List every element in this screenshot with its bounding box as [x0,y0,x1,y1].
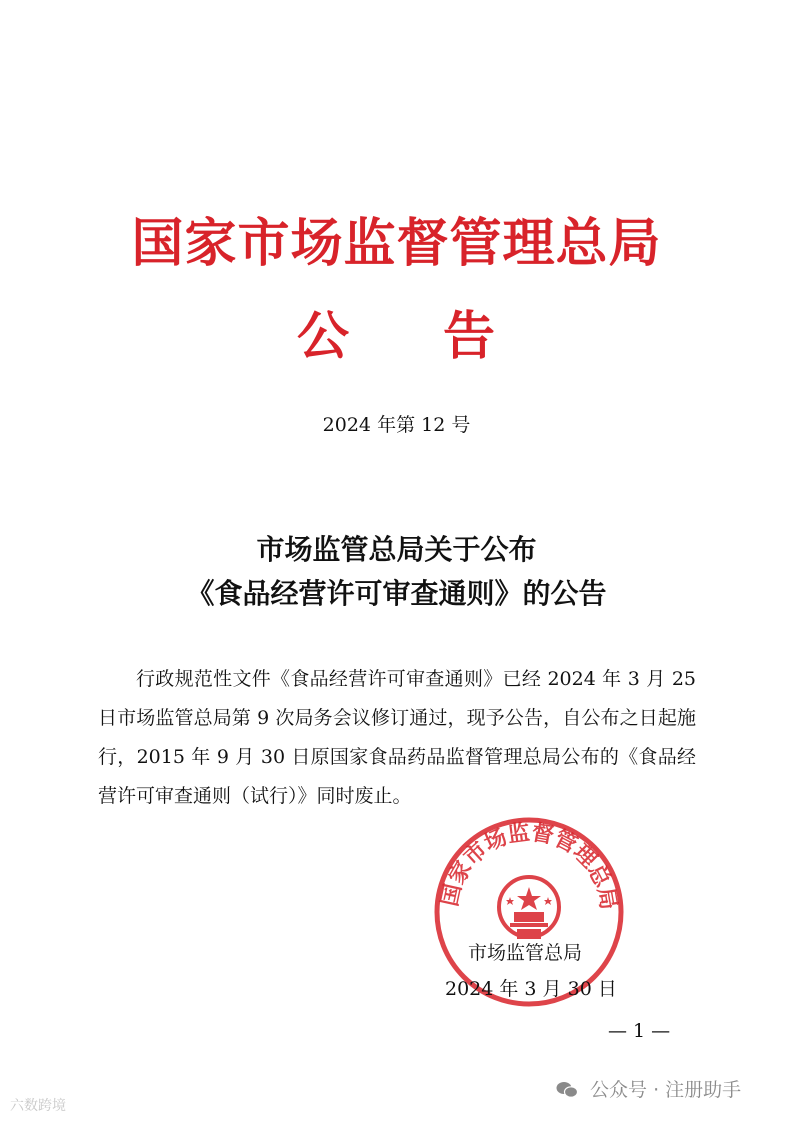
body-text [98,660,696,816]
wechat-icon [556,1081,578,1099]
document-title-line-1: 市场监管总局关于公布 [256,533,537,566]
body-paragraph: 行政规范性文件《食品经营许可审查通则》已经 2024 年 3 月 25 日市场监管总局第 9 次局务会议修订通过，现予公告，自公布之日起施行，2015 年 9 月 30 日原国家食品药品监督管理总局公布的《食品经营许可审查通则（试行）》同时废止。 [98,668,696,807]
watermark-right-text: 公众号 · 注册助手 [590,1079,742,1101]
watermark-left-text: 六数跨境 [10,1098,66,1114]
notice-char-2: 告 [443,306,496,367]
watermark-left [10,1095,66,1115]
notice-char-1: 公 [297,306,350,367]
signature-date: 2024 年 3 月 30 日 [445,978,617,1000]
document-title-line-2: 《食品经营许可审查通则》的公告 [186,577,607,610]
watermark-right [556,1075,741,1102]
issuer-header: 国家市场监督管理总局 [131,213,662,274]
notice-heading [0,305,793,375]
signature-org: 市场监管总局 [468,942,583,964]
document-number: 2024 年第 12 号 [322,414,471,436]
page-number: — 1 — [608,1020,671,1042]
svg-text:国家市场监督管理总局: 国家市场监督管理总局 [436,819,622,912]
